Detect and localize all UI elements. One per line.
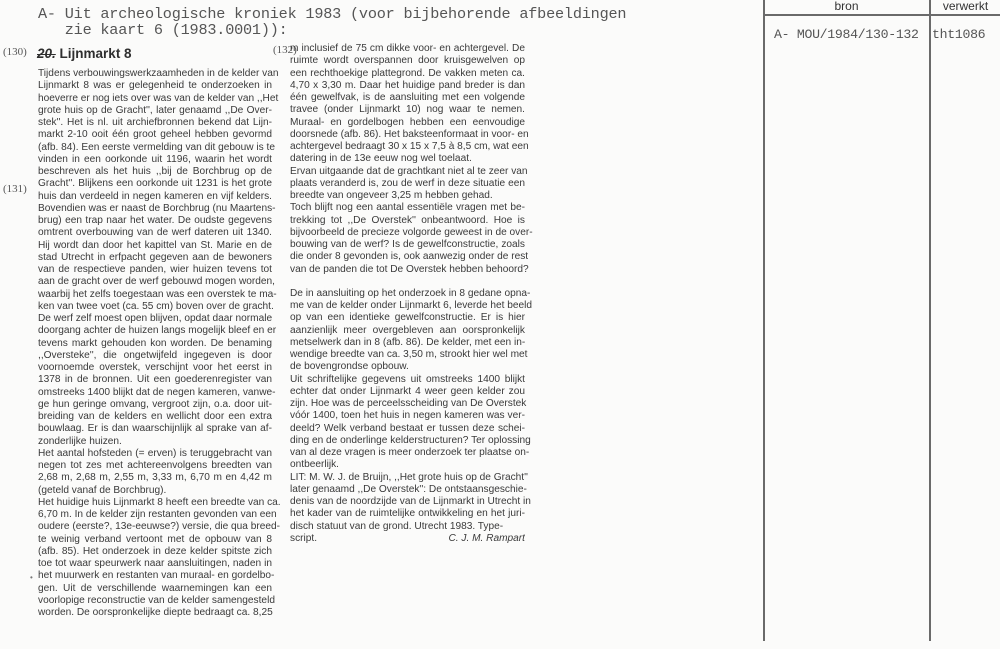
text-line: te weinig verband vertoont met de opbouw van 8	[38, 533, 272, 545]
text-line: stad Utrecht in erfpacht gegeven aan de bewoners	[38, 251, 272, 263]
text-line: toe tot waar speurwerk naar aansluitingen, naden in	[38, 558, 272, 569]
text-line: zonderlijke huizen.	[38, 435, 122, 447]
author-signature: C. J. M. Rampart	[448, 532, 525, 544]
text-line: m inclusief de 75 cm dikke voor- en achtergevel. De	[290, 43, 525, 54]
text-line: vinden in een oorkonde uit 1196, waarin het wordt	[38, 153, 272, 165]
text-line: 4,70 x 3,30 m. Daar het huidige pand breder is dan	[290, 79, 525, 91]
text-line: negen tot zes met achtereenvolgens breedten van	[38, 460, 272, 471]
text-line: huis dan verdeeld in negen kameren en vijf kelders.	[38, 190, 272, 202]
text-line: het muurwerk en restanten van muraal- en gordelbo-	[38, 570, 275, 582]
text-line: omstreeks 1400 blijkt dat de negen kameren, vanwe-	[38, 386, 276, 398]
text-line: tevens markt gehouden kon worden. De benaming	[38, 337, 272, 349]
text-line: ken van twee voet (ca. 55 cm) boven over de gracht.	[38, 300, 274, 312]
text-line: Uit schriftelijke gegevens uit omstreeks 1400 blijkt	[290, 373, 525, 385]
text-line: Muraal- en gordelbogen hebben een eenvoudige	[290, 116, 525, 128]
text-line: doorsnede (afb. 86). Het baksteenformaat in voor- en	[290, 128, 529, 140]
cell-bron: A- MOU/1984/130-132	[774, 27, 919, 42]
text-line: aanzienlijk meer overgebleven aan oorspronkelijk	[290, 324, 525, 336]
text-line: waarbij het zelfs toegestaan was een overstek te ma-	[38, 288, 277, 300]
intro-line-1: A- Uit archeologische kroniek 1983 (voor bijbehorende afbeeldingen	[38, 5, 627, 23]
text-line: travee (onder Lijnmarkt 10) nog waar te nemen.	[290, 104, 525, 116]
text-line: bouwing van de werf? Is de gewelfconstructie, zoals	[290, 239, 525, 250]
text-line: grote huis op de Gracht'', later genaamd ,,De Over-	[38, 104, 272, 116]
text-line: voorlopige reconstructie van de kelder samengesteld	[38, 594, 275, 606]
text-line: 6,70 m. In de kelder zijn restanten gevonden van een	[38, 509, 277, 520]
text-line: worden. De oorspronkelijke diepte bedraagt ca. 8,25	[38, 607, 273, 618]
text-line: metselwerk dan in 8 (afb. 86). De kelder, met een in-	[290, 336, 526, 348]
text-line: (geteld vanaf de Borchbrug).	[38, 484, 167, 496]
text-line: me van de kelder onder Lijnmarkt 6, leverde het beeld	[290, 300, 533, 311]
intro-line-2: zie kaart 6 (1983.0001)):	[38, 21, 288, 39]
text-line: van al deze vragen is meer onderzoek ter plaatse on-	[290, 447, 530, 458]
paragraph-gap	[290, 276, 525, 288]
text-line: Ervan uitgaande dat de grachtkant niet al te zeer van	[290, 165, 528, 177]
text-line: doorgang achter de huizen langs mogelijk bleef en er	[38, 325, 277, 337]
text-line: markt 2-10 ooit één groot geheel hebben gevormd	[38, 129, 272, 141]
text-line: het kader van de ruimtelijke ontwikkeling en het juri-	[290, 508, 525, 520]
text-line: Tijdens verbouwingswerkzaamheden in de kelder van	[38, 68, 279, 79]
text-line: (afb. 84). Een eerste vermelding van dit gebouw is te	[38, 141, 275, 153]
text-line: Het huidige huis Lijnmarkt 8 heeft een breedte van ca.	[38, 496, 281, 508]
text-line: denis van de noordzijde van de Lijnmarkt in Utrecht in	[290, 496, 531, 507]
margin-dot-mark: •	[30, 573, 33, 582]
text-line: echter dat onder Lijnmarkt 4 weer geen kelder zou	[290, 385, 525, 397]
text-line: stek''. Het is nl. uit archiefbronnen bekend dat Lijn-	[38, 117, 272, 128]
text-line: de bovengrondse opbouw.	[290, 361, 409, 373]
text-line: brug) een trap naar het water. De oudste gegevens	[38, 215, 272, 226]
final-line	[290, 533, 525, 545]
margin-page-note-132: (132)	[273, 44, 297, 56]
text-line: 2,68 m, 2,68 m, 2,55 m, 3,33 m, 6,70 m en 4,42 m	[38, 472, 272, 484]
text-line: Lijnmarkt 8 was er gelegenheid te onderzoeken in	[38, 80, 272, 92]
article-column-left	[38, 68, 281, 619]
article-number: 20.	[37, 46, 56, 61]
text-line: ,,Oversteke'', die ongetwijfeld ingegeven is door	[38, 349, 272, 361]
text-line: bouwlaag. Er is dan waarschijnlijk al sprake van af-	[38, 423, 272, 435]
text-line: ge hun geringe omvang, vergroot zijn, o.a. door uit-	[38, 398, 272, 410]
text-line: zijn. Hoe was de perceelsscheiding van De Overstek	[290, 398, 527, 409]
text-line: van de respectieve panden, wier huizen tevens tot	[38, 264, 272, 275]
text-line: datering in de 13e eeuw nog wel toelaat.	[290, 153, 472, 165]
text-line: hoeverre er nog iets over was van de kelder van ,,Het	[38, 92, 279, 104]
text-line: ruimte wordt overspannen door kruisgewelven op	[290, 55, 525, 67]
text-line: voornoemde overstek, verschijnt voor het eerst in	[38, 362, 272, 373]
margin-page-note-130: (130)	[3, 46, 27, 58]
text-line: breiding van de kelders en wellicht door een extra	[38, 411, 272, 422]
column-divider-verwerkt	[929, 0, 931, 641]
right-column-part-b	[290, 287, 533, 533]
header-verwerkt: verwerkt	[942, 0, 989, 13]
text-line: 1378 in de bronnen. Uit een goederenregister van	[38, 374, 272, 386]
margin-page-note-131: (131)	[3, 183, 27, 195]
text-line: De in aansluiting op het onderzoek in 8 gedane opna-	[290, 287, 531, 299]
text-line: LIT: M. W. J. de Bruijn, ,,Het grote huis op de Gracht''	[290, 471, 528, 483]
text-line: disch statuut van de grond. Utrecht 1983. Type-	[290, 520, 504, 532]
article-column-right	[290, 43, 533, 545]
header-bron: bron	[834, 0, 859, 13]
text-line: bijvoorbeeld de precieze volgorde geweest in de over-	[290, 226, 533, 238]
text-line: trekking tot ,,De Overstek'' onbeantwoord. Hoe is	[290, 214, 525, 226]
text-line: een rechthoekige plattegrond. De vakken meten ca.	[290, 67, 525, 79]
final-line-text: script.	[290, 532, 318, 544]
text-line: Bovendien was er naast de Borchbrug (nu Maartens-	[38, 202, 276, 214]
text-line: De werf zelf moest open blijven, opdat daar normale	[38, 313, 273, 324]
article-heading	[37, 46, 132, 61]
text-line: gen. Uit de verschillende waarnemingen kan een	[38, 582, 272, 594]
header-rule	[763, 14, 1000, 16]
text-line: die onder 8 gevonden is, ook aanwezig onder de rest	[290, 251, 529, 263]
text-line: ontbeerlijk.	[290, 459, 339, 471]
text-line: deeld? Welk verband bestaat er tussen deze schei-	[290, 422, 525, 434]
text-line: plaats veranderd is, zou de werf in deze situatie een	[290, 177, 525, 189]
text-line: breedte van ongeveer 3,25 m hebben gehad.	[290, 190, 493, 201]
text-line: wendige breedte van ca. 3,50 m, strookt hier wel met	[290, 349, 528, 360]
right-column-part-a	[290, 43, 533, 276]
text-line: oudere (eerste?, 13e-eeuwse?) versie, die qua breed-	[38, 521, 281, 533]
intro-typed-text	[38, 6, 626, 38]
text-line: van de panden die tot De Overstek hebben behoord?	[290, 263, 529, 275]
text-line: Hij wordt dan door het kapittel van St. Marie en de	[38, 239, 272, 251]
text-line: (afb. 85). Het onderzoek in deze kelder spitste zich	[38, 545, 272, 557]
text-line: ding en de onderlinge kelderstructuren? Ter oplossing	[290, 434, 531, 446]
text-line: achtergevel bedraagt 30 x 15 x 7,5 à 8,5 cm, wat een	[290, 141, 529, 152]
article-title: Lijnmarkt 8	[59, 46, 132, 61]
column-divider-bron	[763, 0, 765, 641]
text-line: beschreven als het huis ,,bij de Borchbrug op de	[38, 166, 272, 177]
text-line: aan de gracht over de werf gebouwd mogen worden,	[38, 276, 275, 288]
text-line: omtrent overbouwing van de werf dateren uit 1340.	[38, 227, 272, 239]
text-line: op van een identieke gewelfconstructie. Er is hier	[290, 312, 525, 324]
text-line: Gracht''. Blijkens een oorkonde uit 1231 is het grote	[38, 178, 272, 190]
text-line: later genaamd ,,De Overstek'': De ontstaansgeschie-	[290, 483, 527, 495]
text-line: één gewelfvak, is de aansluiting met een volgende	[290, 92, 525, 103]
text-line: Toch blijft nog een aantal essentiële vragen met be-	[290, 202, 525, 214]
cell-verwerkt: tht1086	[932, 27, 986, 42]
text-line: Het aantal hofsteden (= erven) is teruggebracht van	[38, 447, 272, 459]
text-line: vóór 1400, toen het huis in negen kameren was ver-	[290, 410, 525, 422]
